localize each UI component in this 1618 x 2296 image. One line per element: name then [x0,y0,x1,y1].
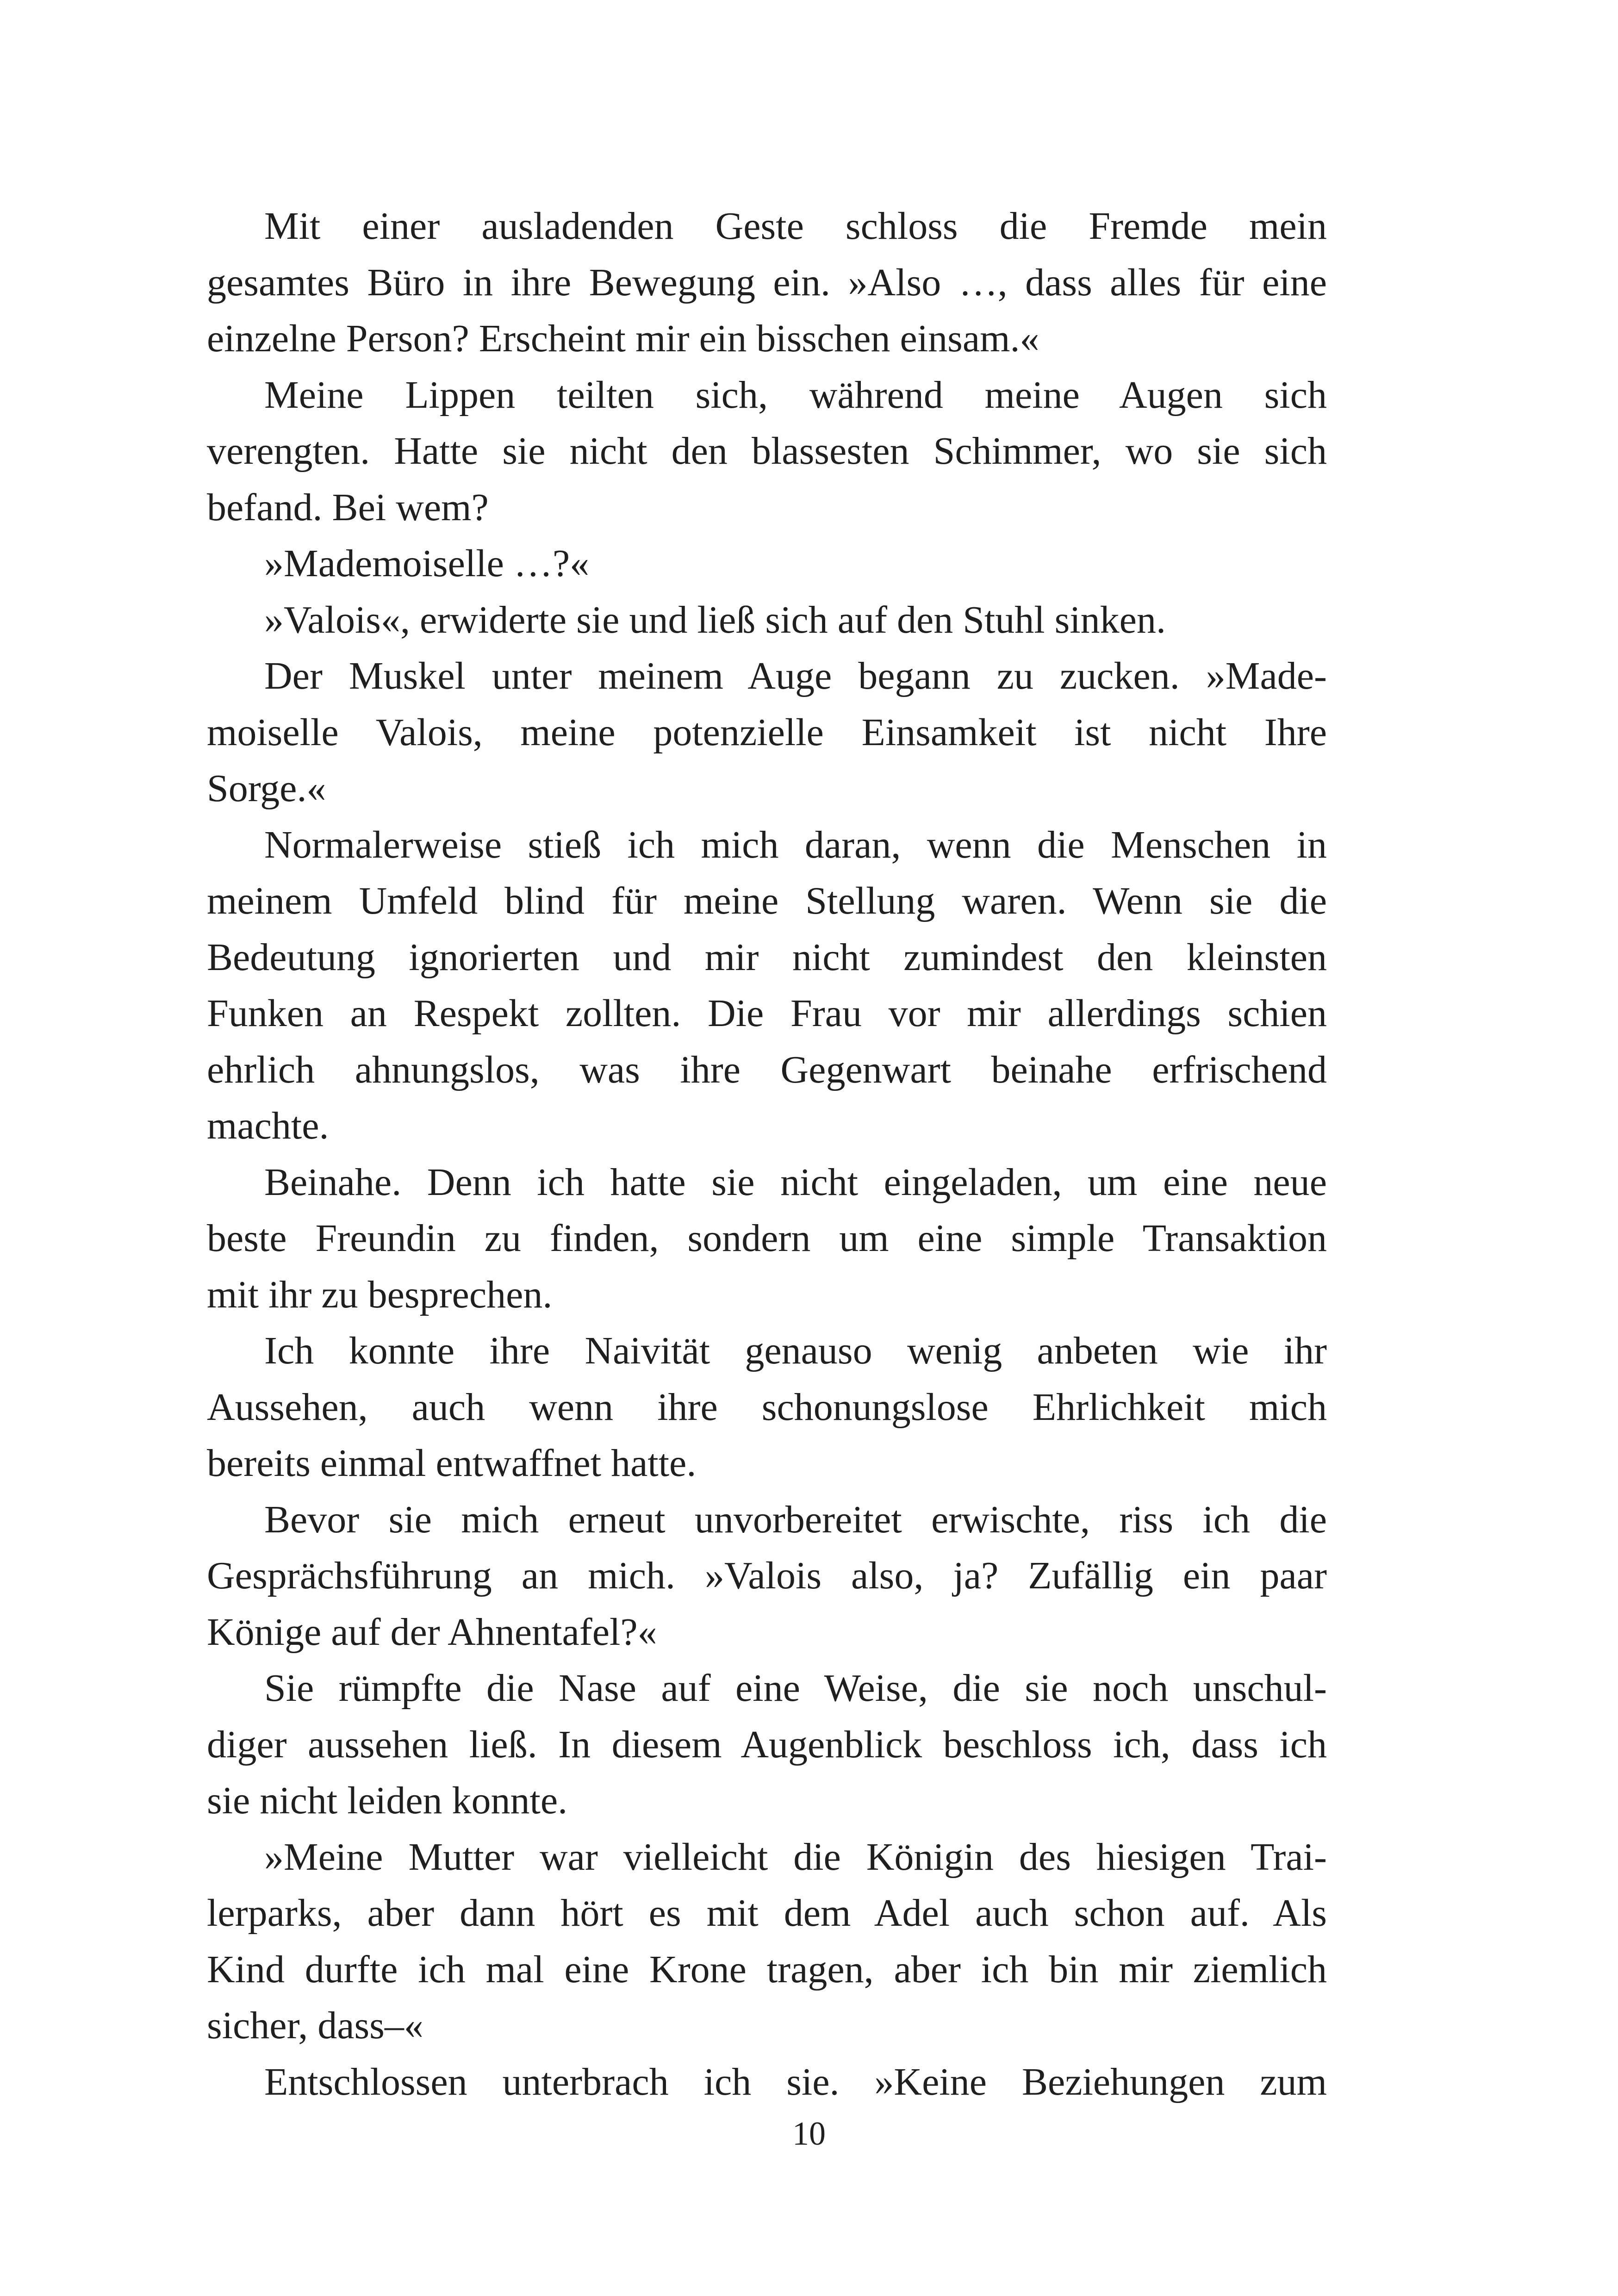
text-line: beste Freundin zu finden, sondern um eine simple Transaktion [207,1217,1327,1260]
text-line: lerparks, aber dann hört es mit dem Adel auch schon auf. Als [207,1892,1327,1935]
text-line: Funken an Respekt zollten. Die Frau vor mir allerdings schien [207,992,1327,1035]
text-line: Beinahe. Denn ich hatte sie nicht eingeladen, um eine neue [264,1160,1327,1204]
text-line: Mit einer ausladenden Geste schloss die Fremde mein [264,205,1327,248]
body-text [207,198,1327,2110]
text-line: Normalerweise stieß ich mich daran, wenn die Menschen in [264,823,1327,866]
text-line: Sie rümpfte die Nase auf eine Weise, die sie noch unschul- [264,1667,1327,1710]
text-line: meinem Umfeld blind für meine Stellung waren. Wenn sie die [207,879,1327,922]
text-line: befand. Bei wem? [207,485,489,529]
text-line: machte. [207,1104,329,1147]
text-line: Meine Lippen teilten sich, während meine Augen sich [264,373,1327,417]
text-line: Ich konnte ihre Naivität genauso wenig anbeten wie ihr [264,1329,1327,1372]
page-number: 10 [792,2115,826,2152]
text-line: Bevor sie mich erneut unvorbereitet erwischte, riss ich die [264,1498,1327,1541]
text-line: sicher, dass–« [207,2004,423,2047]
text-line: diger aussehen ließ. In diesem Augenblick beschloss ich, dass ich [207,1723,1327,1766]
text-line: Kind durfte ich mal eine Krone tragen, aber ich bin mir ziemlich [207,1948,1327,1991]
text-line: Bedeutung ignorierten und mir nicht zumindest den kleinsten [207,935,1327,979]
text-line: »Valois«, erwiderte sie und ließ sich auf den Stuhl sinken. [264,598,1166,641]
text-line: verengten. Hatte sie nicht den blassesten Schimmer, wo sie sich [207,429,1327,473]
text-line: »Mademoiselle …?« [264,542,590,585]
text-line: Aussehen, auch wenn ihre schonungslose Ehrlichkeit mich [207,1385,1327,1429]
text-line: Könige auf der Ahnentafel?« [207,1610,657,1654]
text-line: gesamtes Büro in ihre Bewegung ein. »Also …, dass alles für eine [207,261,1327,304]
text-line: mit ihr zu besprechen. [207,1273,553,1316]
text-line: Der Muskel unter meinem Auge begann zu zucken. »Made- [264,654,1327,697]
text-line: Gesprächsführung an mich. »Valois also, ja? Zufällig ein paar [207,1554,1327,1597]
text-line: einzelne Person? Erscheint mir ein bisschen einsam.« [207,317,1039,360]
text-line: Sorge.« [207,767,326,810]
text-line: moiselle Valois, meine potenzielle Einsamkeit ist nicht Ihre [207,710,1327,754]
text-line: sie nicht leiden konnte. [207,1779,568,1822]
text-line: Entschlossen unterbrach ich sie. »Keine Beziehungen zum [264,2060,1327,2103]
text-line: bereits einmal entwaffnet hatte. [207,1442,697,1485]
text-line: ehrlich ahnungslos, was ihre Gegenwart beinahe erfrischend [207,1048,1327,1091]
text-line: »Meine Mutter war vielleicht die Königin des hiesigen Trai- [264,1835,1327,1879]
